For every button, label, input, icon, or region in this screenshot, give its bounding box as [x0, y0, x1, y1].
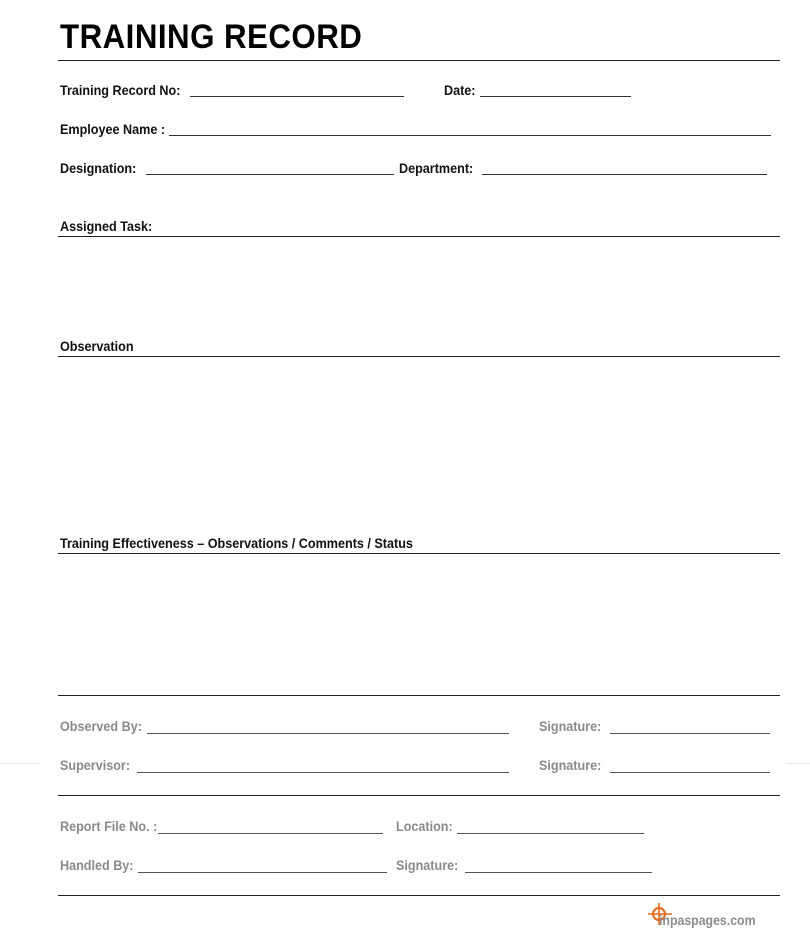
bottom-divider [58, 895, 780, 896]
effectiveness-heading: Training Effectiveness – Observations / Comments / Status [60, 535, 413, 551]
designation-label: Designation: [60, 160, 137, 176]
signature-2-field[interactable] [610, 772, 770, 773]
signature-2-label: Signature: [539, 757, 602, 773]
employee-name-label: Employee Name : [60, 121, 166, 137]
handled-by-label: Handled By: [60, 857, 134, 873]
observation-area[interactable] [58, 358, 780, 534]
supervisor-field[interactable] [137, 772, 509, 773]
margin-mark-left [0, 763, 40, 764]
record-no-field[interactable] [190, 96, 404, 97]
employee-name-field[interactable] [169, 135, 771, 136]
report-file-no-field[interactable] [158, 833, 383, 834]
effectiveness-divider [58, 553, 780, 554]
designation-field[interactable] [146, 174, 394, 175]
supervisor-label: Supervisor: [60, 757, 131, 773]
date-label: Date: [444, 82, 476, 98]
location-label: Location: [396, 818, 453, 834]
report-signature-label: Signature: [396, 857, 459, 873]
handled-by-field[interactable] [138, 872, 387, 873]
signature-1-label: Signature: [539, 718, 602, 734]
department-label: Department: [399, 160, 474, 176]
assigned-task-area[interactable] [58, 238, 780, 338]
page-title: TRAINING RECORD [60, 18, 363, 56]
margin-mark-right [786, 763, 810, 764]
location-field[interactable] [457, 833, 644, 834]
record-no-label: Training Record No: [60, 82, 181, 98]
logo-text: inpaspages.com [659, 912, 756, 928]
observation-heading: Observation [60, 338, 134, 354]
report-signature-field[interactable] [465, 872, 652, 873]
report-file-no-label: Report File No. : [60, 818, 158, 834]
observation-divider [58, 356, 780, 357]
observed-by-label: Observed By: [60, 718, 142, 734]
signature-1-field[interactable] [610, 733, 770, 734]
observed-by-field[interactable] [147, 733, 509, 734]
site-logo[interactable] [647, 902, 767, 932]
title-divider [58, 60, 780, 61]
department-field[interactable] [482, 174, 767, 175]
assigned-task-heading: Assigned Task: [60, 218, 153, 234]
assigned-task-divider [58, 236, 780, 237]
date-field[interactable] [480, 96, 631, 97]
report-top-divider [58, 795, 780, 796]
effectiveness-area[interactable] [58, 555, 780, 693]
signoff-top-divider [58, 695, 780, 696]
